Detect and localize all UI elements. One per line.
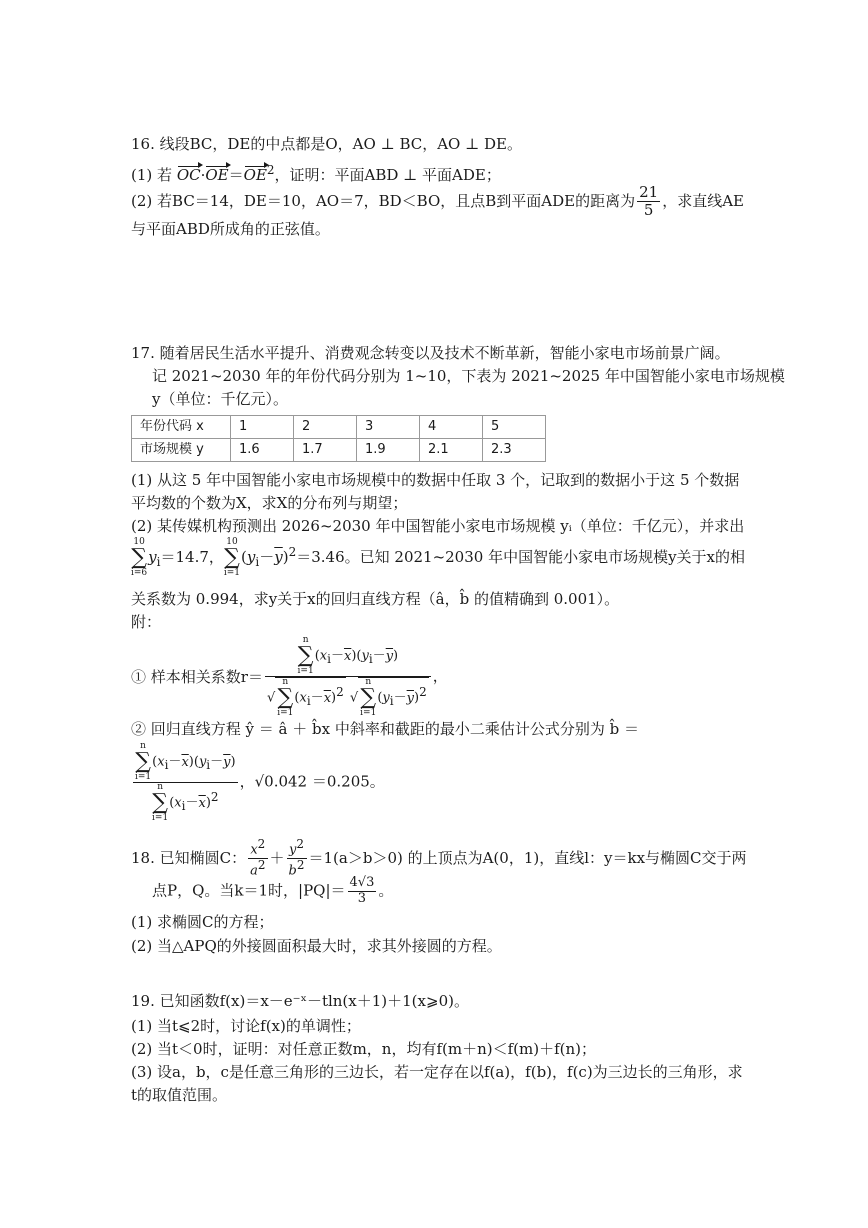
q18-line-1: 18. 已知椭圆C： $\frac{x^2}{a^2}$ ＋ $\frac{y^2}{b^2}$ ＝1(a＞b＞0) 的上顶点为A(0，1)，直线l：y＝kx与椭圆C交于两	[131, 837, 747, 879]
q17-appendix-label: 附：	[131, 613, 162, 631]
q16-line-1: 16. 线段BC，DE的中点都是O，AO ⊥ BC，AO ⊥ DE。	[131, 135, 522, 153]
table-cell: 1.9	[357, 439, 420, 462]
regression-formula-line: ② 回归直线方程 ŷ ＝ â ＋ b̂x 中斜率和截距的最小二乘估计公式分别为 b̂ ＝	[131, 720, 639, 738]
q18-part-1: (1) 求椭圆C的方程；	[131, 913, 274, 931]
table-cell: 年份代码 x	[132, 416, 231, 439]
market-size-table	[131, 415, 546, 462]
q16-part-1: (1) 若 $OC\cdot OE=OE^2$，证明：平面ABD ⊥ 平面ADE；	[131, 163, 501, 184]
table-cell: 3	[357, 416, 420, 439]
q17-part-2a: (2) 某传媒机构预测出 2026~2030 年中国智能小家电市场规模 yᵢ（单位：千亿元），并求出	[131, 517, 745, 535]
correlation-formula: ① 样本相关系数r＝ n ∑ i=1 $(x_i-\overline{x})(y_i-\overline{y})$ √ n ∑ i=1 $(x_i-\overline{x})^2$ √ n ∑ i=1 $(y_i-\overline{y})^2$ ，	[131, 635, 448, 718]
table-cell: 2.1	[420, 439, 483, 462]
q19-part-3: (3) 设a，b，c是任意三角形的三边长，若一定存在以f(a)，f(b)，f(c)为三边长的三角形，求	[131, 1063, 743, 1081]
table-cell: 5	[483, 416, 546, 439]
q16-line-4: 与平面ABD所成角的正弦值。	[131, 220, 330, 238]
table-cell: 1	[231, 416, 294, 439]
table-row	[132, 416, 546, 439]
table-cell: 市场规模 y	[132, 439, 231, 462]
q19-part-3-tail: t的取值范围。	[131, 1086, 228, 1104]
q17-part-1a: (1) 从这 5 年中国智能小家电市场规模中的数据中任取 3 个，记取到的数据小于这 5 个数据	[131, 471, 740, 489]
table-cell: 2.3	[483, 439, 546, 462]
table-cell: 4	[420, 416, 483, 439]
q18-line-2: 点P，Q。当k＝1时，|PQ|＝ $\frac{4√3}{3}$ 。	[152, 875, 394, 906]
table-cell: 1.6	[231, 439, 294, 462]
q18-part-2: (2) 当△APQ的外接圆面积最大时，求其外接圆的方程。	[131, 937, 502, 955]
table-row	[132, 439, 546, 462]
slope-formula: n ∑ i=1 $(x_i-\overline{x})(y_i-\overline{y})$ n ∑ i=1 $(x_i-\overline{x})^2$ ，√0.042 ＝0.205。	[135, 741, 385, 823]
q17-line-2: 记 2021~2030 年的年份代码分别为 1~10，下表为 2021~2025 年中国智能小家电市场规模	[152, 367, 785, 385]
q19-line-1: 19. 已知函数f(x)＝x－e⁻ˣ－tln(x＋1)＋1(x⩾0)。	[131, 992, 469, 1010]
q17-part-1b: 平均数的个数为X，求X的分布列与期望；	[131, 494, 408, 512]
q17-line-1: 17. 随着居民生活水平提升、消费观念转变以及技术不断革新，智能小家电市场前景广阔。	[131, 344, 730, 362]
q17-part-2c: 关系数为 0.994，求y关于x的回归直线方程（â，b̂ 的值精确到 0.001）。	[131, 590, 620, 608]
q19-part-2: (2) 当t＜0时，证明：对任意正数m，n，均有f(m＋n)＜f(m)＋f(n)；	[131, 1040, 597, 1058]
q17-line-3: y（单位：千亿元）。	[152, 390, 288, 408]
table-cell: 2	[294, 416, 357, 439]
q16-part-2: (2) 若BC＝14，DE＝10，AO＝7，BD＜BO，且点B到平面ADE的距离为 $\frac{21}{5}$ ，求直线AE	[131, 183, 744, 220]
table-cell: 1.7	[294, 439, 357, 462]
q19-part-1: (1) 当t⩽2时，讨论f(x)的单调性；	[131, 1017, 361, 1035]
q17-part-2b: 10 ∑ i=6 $y_i=14.7$， 10 ∑ i=1 $(y_i-\overline{y})^2=3.46$。已知 2021~2030 年中国智能小家电市场规模y关于x的相	[131, 537, 746, 578]
